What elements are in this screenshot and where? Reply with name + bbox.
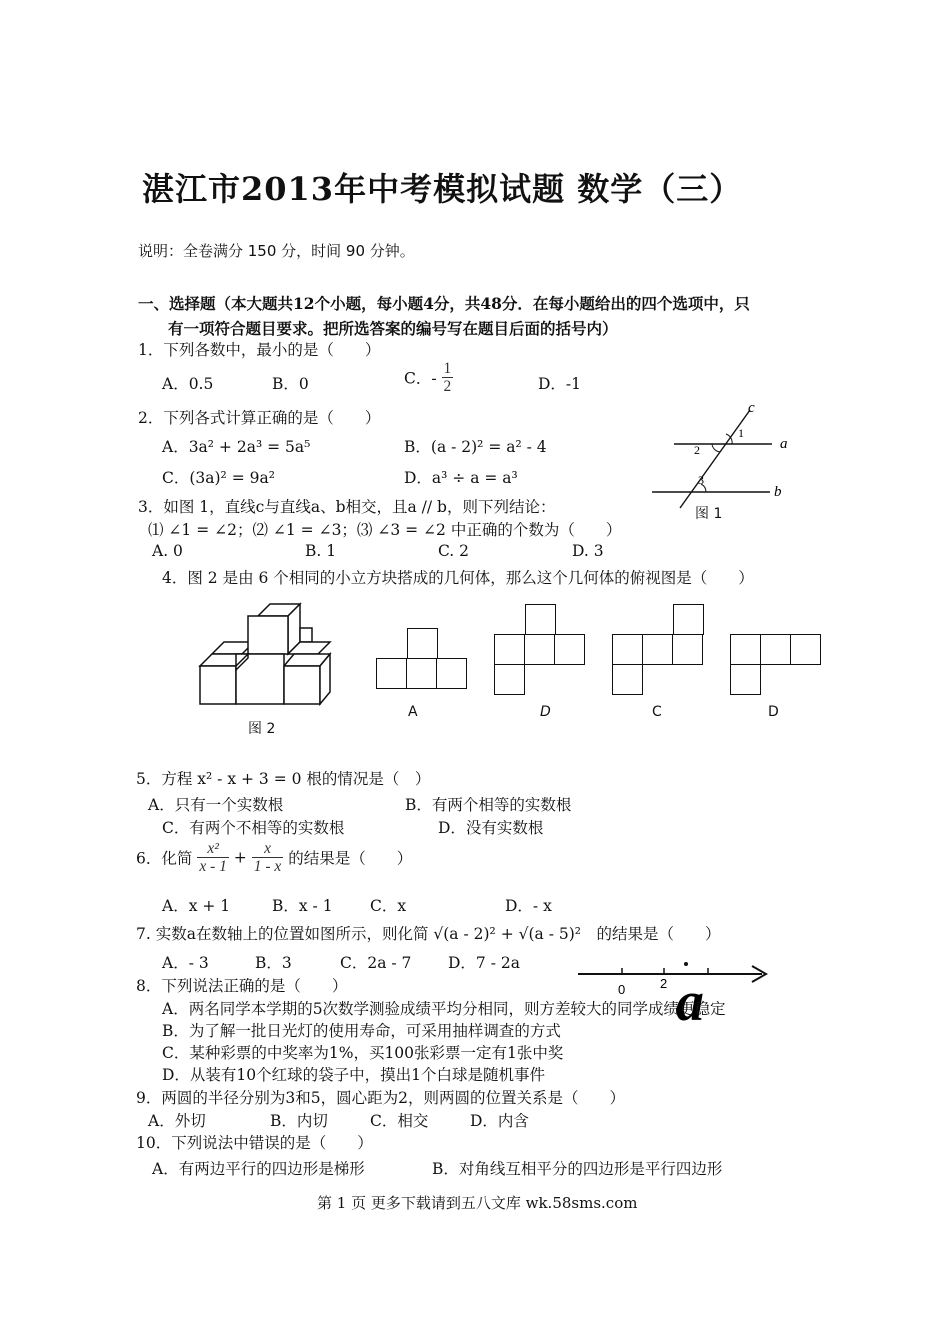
q8-option-b: B．为了解一批日光灯的使用寿命，可采用抽样调查的方式	[162, 1022, 561, 1040]
grid-cell	[494, 664, 525, 695]
angle-2-arc	[712, 444, 720, 452]
grid-cell	[730, 634, 761, 665]
q10-stem: 10．下列说法中错误的是（ ）	[136, 1134, 373, 1152]
q9-stem: 9．两圆的半径分别为3和5，圆心距为2，则两圆的位置关系是（ ）	[136, 1089, 625, 1107]
q1-option-a: A．0.5	[162, 375, 214, 393]
q1-fraction-num: 1	[443, 360, 452, 377]
q6-line	[136, 840, 412, 875]
figure-1-label: 图 1	[695, 506, 723, 522]
tick-0-label: 0	[618, 982, 626, 997]
grid-cell	[612, 634, 643, 665]
q6-option-a: A．x + 1	[162, 897, 231, 915]
grid-cell	[790, 634, 821, 665]
q3-option-c: C. 2	[438, 542, 470, 560]
q3-option-d: D. 3	[572, 542, 604, 560]
q3-option-a: A. 0	[152, 542, 183, 560]
q9-option-c: C．相交	[370, 1112, 429, 1130]
grid-cell	[730, 664, 761, 695]
grid-cell	[642, 634, 673, 665]
line-c	[680, 410, 750, 508]
q7-stem: 7. 实数a在数轴上的位置如图所示，则化简 √(a - 2)² + √(a - 5)² 的结果是（ ）	[136, 925, 721, 943]
grid-cell	[612, 664, 643, 695]
big-a-label: a	[676, 971, 704, 1026]
q4-label-d: D	[768, 704, 779, 720]
cube-back-step	[300, 628, 312, 642]
q6-fraction-1-den: x - 1	[199, 858, 227, 876]
q9-option-d: D．内含	[470, 1112, 529, 1130]
q6-option-d: D．- x	[505, 897, 552, 915]
q6-plus: +	[233, 848, 247, 867]
q7-option-a: A．- 3	[162, 954, 209, 972]
grid-cell	[494, 634, 525, 665]
q9-option-a: A．外切	[148, 1112, 206, 1130]
q10-option-b: B．对角线互相平分的四边形是平行四边形	[432, 1160, 723, 1178]
q2-option-b: B．(a - 2)² = a² - 4	[404, 438, 547, 456]
figure-2-cubes	[190, 598, 340, 713]
q4-label-b: D	[540, 704, 551, 720]
q2-option-c: C．(3a)² = 9a²	[162, 469, 275, 487]
page-title: 湛江市2013年中考模拟试题 数学（三）	[142, 170, 743, 208]
q8-option-a: A．两名同学本学期的5次数学测验成绩平均分相同，则方差较大的同学成绩更稳定	[162, 1000, 726, 1018]
grid-cell	[554, 634, 585, 665]
fig1-angle-2: 2	[694, 443, 700, 457]
q5-option-b: B．有两个相等的实数根	[405, 796, 572, 814]
tick-2-label: 2	[660, 976, 668, 991]
q1-option-d: D．-1	[538, 375, 582, 393]
grid-cell	[376, 658, 407, 689]
page-footer: 第 1 页 更多下载请到五八文库 wk.58sms.com	[317, 1194, 638, 1212]
grid-cell	[524, 634, 555, 665]
q4-stem: 4．图 2 是由 6 个相同的小立方块搭成的几何体，那么这个几何体的俯视图是（ ）	[162, 569, 754, 587]
grid-cell	[760, 634, 791, 665]
grid-cell	[407, 628, 438, 659]
section-heading-line1: 一、选择题（本大题共12个小题，每小题4分，共48分．在每小题给出的四个选项中，只	[138, 294, 750, 313]
grid-cell	[406, 658, 437, 689]
q1-fraction	[442, 360, 454, 395]
grid-cell	[672, 634, 703, 665]
fig1-angle-3: 3	[698, 473, 704, 487]
q6-fraction-2	[252, 840, 284, 875]
q5-option-d: D．没有实数根	[438, 819, 544, 837]
section-heading-line2: 有一项符合题目要求。把所选答案的编号写在题目后面的括号内）	[168, 319, 618, 338]
exam-note: 说明：全卷满分 150 分，时间 90 分钟。	[138, 242, 415, 260]
q4-option-d-grid	[730, 634, 822, 696]
q2-option-d: D．a³ ÷ a = a³	[404, 469, 518, 487]
q7-option-c: C．2a - 7	[340, 954, 412, 972]
q1-option-b: B．0	[272, 375, 309, 393]
cube-front-3	[284, 666, 320, 704]
fig1-label-b: b	[774, 484, 782, 500]
q8-stem: 8．下列说法正确的是（ ）	[136, 977, 348, 995]
q1-fraction-den: 2	[443, 378, 452, 396]
q6-fraction-1	[197, 840, 229, 875]
q7-option-b: B．3	[255, 954, 292, 972]
q4-option-a-grid	[376, 628, 468, 690]
cube-top-front	[248, 616, 288, 654]
q1-option-c	[404, 360, 453, 395]
q6-fraction-2-num: x	[252, 840, 284, 858]
q2-stem: 2．下列各式计算正确的是（ ）	[138, 409, 381, 427]
q10-option-a: A．有两边平行的四边形是梯形	[152, 1160, 365, 1178]
q6-option-b: B．x - 1	[272, 897, 333, 915]
q8-option-d: D．从装有10个红球的袋子中，摸出1个白球是随机事件	[162, 1066, 546, 1084]
q6-fraction-1-num: x²	[197, 840, 229, 858]
fig1-label-c: c	[748, 400, 755, 416]
q5-option-c: C．有两个不相等的实数根	[162, 819, 345, 837]
q6-fraction-2-den: 1 - x	[253, 858, 282, 876]
q6-stem-pre: 6．化简	[136, 849, 193, 868]
q1-option-c-prefix: C．-	[404, 369, 437, 388]
grid-cell	[673, 604, 704, 635]
q6-option-c: C．x	[370, 897, 407, 915]
fig1-label-a: a	[780, 436, 788, 452]
point-a	[684, 962, 688, 966]
q5-stem: 5．方程 x² - x + 3 = 0 根的情况是（ ）	[136, 770, 431, 788]
q3-statements: ⑴ ∠1 = ∠2；⑵ ∠1 = ∠3；⑶ ∠3 = ∠2 中正确的个数为（ ）	[148, 521, 622, 539]
q6-stem-post: 的结果是（ ）	[288, 849, 413, 868]
q4-option-c-grid	[612, 604, 704, 696]
grid-cell	[436, 658, 467, 689]
fig1-angle-1: 1	[738, 426, 744, 440]
cube-front-1	[200, 666, 236, 704]
q4-option-b-grid	[494, 604, 586, 696]
grid-cell	[525, 604, 556, 635]
q4-label-c: C	[652, 704, 662, 720]
q8-option-c: C．某种彩票的中奖率为1%，买100张彩票一定有1张中奖	[162, 1044, 564, 1062]
q3-stem: 3．如图 1，直线c与直线a、b相交，且a // b，则下列结论：	[138, 498, 556, 516]
figure-2-label: 图 2	[248, 721, 276, 737]
q5-option-a: A．只有一个实数根	[148, 796, 284, 814]
q1-stem: 1．下列各数中，最小的是（ ）	[138, 341, 381, 359]
q4-label-a: A	[408, 704, 418, 720]
q3-option-b: B. 1	[305, 542, 337, 560]
q9-option-b: B．内切	[270, 1112, 328, 1130]
q2-option-a: A．3a² + 2a³ = 5a⁵	[162, 438, 311, 456]
q7-option-d: D．7 - 2a	[448, 954, 520, 972]
